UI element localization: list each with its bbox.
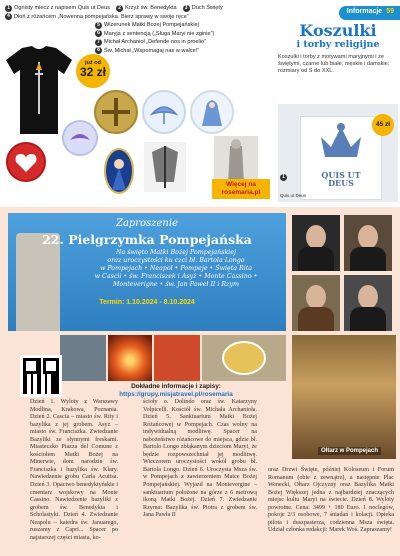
portrait-nun [344,215,392,271]
photo-dish [202,335,286,381]
shirts-and-bags-promo [276,22,400,75]
itinerary-column-2: ścioły o. Dolindo oraz św. Katarzyny Volpicelli. Kościół św. Michała Archanioła. Dzień 5. Sanktuarium Matki Bożej Różańcowej w Pompejach. Czas wolny na indywidualną modlitwę. Spacer na nabożeństwo różańcowe do miejsca, gdzie bł. Bartolo Longo zbłąkanym dzieciom Maryi, że będzie rozpowszechniał jej modlitwę. Wieczorem uroczystości wokół grobu bł. Bartola Longo. Dzień 6. Uroczysta Msza św. w Pompejach z zawierzeniem Matce Bożej Pompejańskiej. Wyjazd na Montevergine – sanktuarium położone na górze z 6 metrową ikoną Matki Bożej. Dzień 7. Zwiedzanie Rzymu: Bazylika św. Piotra z grobem św. Jana Pawła II [143,399,257,519]
product-gallery [4,42,272,202]
itinerary-column-1: Dzień 1. Wyloty z Warszawy Modlina, Krakowa, Poznania. Dzień 2. Cascia – miasto św. Rity i bazylika z jej grobem. Asyż – miasto św. Franciszka. Zwiedzanie Bazyliki ze słynnymi freskami. Miasteczko Piazza del Comune z kościołem Matki Bożej na Minerwie, dom narodzin św. Franciszka i bazylika św. Klary. Nawiedzenie grobu Carla Acutisa. Dzień 3. Opactwo benedyktyńskie i cmentarz wojskowy na Monte Cassino. Nawiedzenie bazyliki z grobem św. Benedykta i Scholastyki. Dzień 4. Zwiedzanie Neapolu – katedra św. Januarego, ruszamy z Capri... Spacer po najstarszej części miasta, ko- [30,399,118,541]
bag-print [300,116,382,200]
products-section [0,0,400,207]
mary-image [190,90,234,134]
signup-info: Dokładne informacje i zapisy: https://grupy.misjatravel.pl/rosemaria [66,383,286,399]
bag-price-tag: 45 zł [372,114,394,136]
portrait-francis [292,275,340,331]
pompeii-altar-image [292,335,396,459]
portrait-bartolo-longo [344,275,392,331]
promo-description: Koszulki i torby z motywami maryjnymi i ze świętymi, czarne lub białe, męskie i damskie; rozmiary od S do XXL. [278,54,390,74]
bag-caption: Quis ut Deus [280,193,307,198]
banner-title: 22. Pielgrzymka Pompejańska [42,232,252,247]
promo-subtitle: i torby religijne [296,39,380,50]
photo-strip [60,335,286,381]
pilgrimage-section [0,207,400,556]
banner-dates: Termin: 1.10.2024 - 8.10.2024 [99,299,195,306]
legend-item: 5 Wizerunek Matki Bożej Pompejańskiej [95,21,199,30]
promo-title: Koszulki [299,21,377,40]
legend-item: 3 Duch Święty [183,4,223,13]
portrait-priest [292,215,340,271]
legend-item: 6 Maryja z sentencją („Sługa Maryi nie zginie”) [95,30,214,39]
photo-pizza [154,335,200,381]
tshirt-price-tag: już od 32 zł [76,54,110,88]
qr-code[interactable] [20,355,62,397]
photo-church [60,335,106,381]
shop-link[interactable]: Więcej na rosemaria.pl [212,179,270,199]
legend-item: 8 Św. Michał „Wspomagaj nas w walce!” [95,47,199,56]
angel-icon [301,117,381,173]
itinerary-column-3: oraz Drzwi Święte, później Koloseum i Forum Romanum (obie z zewnątrz), a następnie Plac Wenecki, Ołtarz Ojczyzny oraz Bazylika Matki Bożej Większej jedna z najbardziej znaczących miejsc kultu Maryi na świecie. Dzień 8. Wyloty powrotne. Cena: 3499 + 180 Euro. 1 noclegów, pokoje 2/3 osobowe, 7 śniadań i kolacji. Opieka pilota i duszpasterza, codzienna Msza święta. Udział członka redakcji: Marek Woś. Zapraszamy! [268,467,394,534]
legend-item: 1 Ognisty miecz z napisem Quis ut Deus [5,4,110,13]
section-badge [339,6,400,20]
legend-item: 2 Krzyż św. Benedykta [116,4,177,13]
pilgrimage-banner [8,213,286,331]
legend-item: 7 Michał Archanioł „Defende nos in proelio” [95,38,206,47]
bag-number: 1 [280,174,287,181]
rosary-hand-image [6,142,46,182]
statue-image [16,233,60,331]
page-number: 59 [386,8,394,15]
bag-text: QUIS UT DEUS [321,170,361,188]
altar-caption: Ołtarz w Pompejach [318,447,381,455]
archangel-michael-image [144,142,186,192]
banner-route: Na święto Matki Bożej Pompejańskiej oraz uroczystości ku czci bł. Bartola Longo w Pompejach • Neapol • Pompeje • Święta Rita w Cascii • św. Franciszek i Asyż • Monte Cassino • Monteverigne • św. Jan Paweł II i Rzym [94,249,258,288]
holy-spirit-dove-image [142,90,186,134]
signup-link[interactable]: https://grupy.misjatravel.pl/rosemaria [119,391,233,398]
dove-sticker-image [62,120,98,156]
section-label: Informacje [346,8,383,15]
tote-bag-image [278,104,398,202]
legend-item: 4 Dłoń z różańcem „Nowenna pompejańska. Bierz sprawy w swoje ręce” [5,13,189,22]
photo-sunset [108,335,152,381]
banner-kicker: Zaproszenie [116,218,178,229]
benedict-medal-image [94,90,138,134]
pompeii-madonna-image [104,148,134,194]
